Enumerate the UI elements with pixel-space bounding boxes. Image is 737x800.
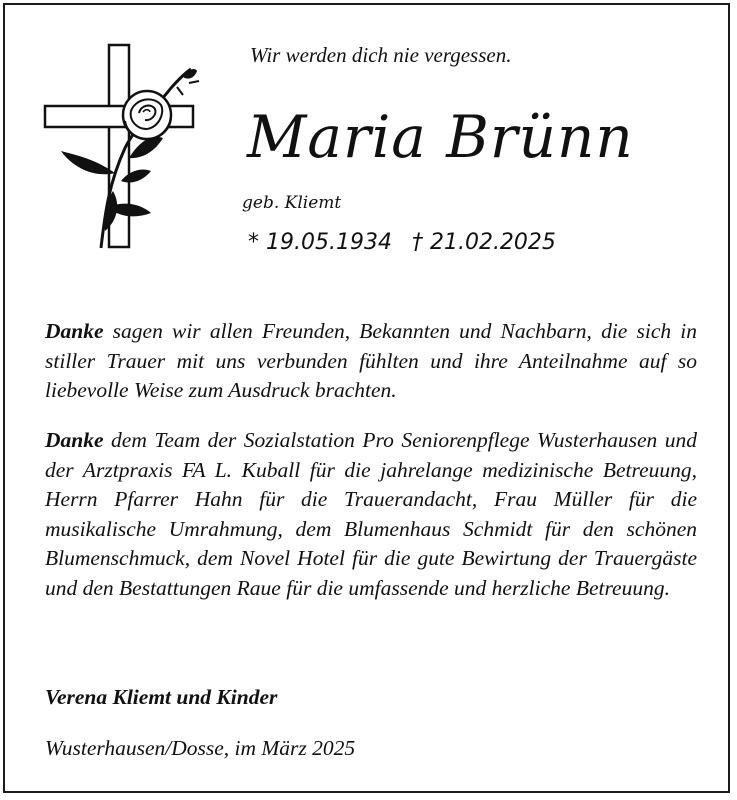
thanks-paragraph-2: [45, 426, 697, 603]
life-dates: [248, 230, 556, 255]
death-date: † 21.02.2025: [411, 230, 556, 255]
signature: Verena Kliemt und Kinder: [45, 685, 278, 709]
place-date: Wusterhausen/Dosse, im März 2025: [45, 736, 356, 760]
thanks-text: sagen wir allen Freunden, Bekannten und Nachbarn, die sich in stiller Trauer mit uns verbunden fühlten und ihre Anteilnahme auf so liebevolle Weise zum Ausdruck brachten.: [45, 319, 697, 402]
maiden-name: geb. Kliemt: [242, 193, 342, 213]
cross-with-rose-icon: [43, 43, 203, 253]
birth-date: * 19.05.1934: [248, 230, 392, 255]
thanks-lead: Danke: [45, 319, 104, 343]
obituary-card: [3, 3, 730, 793]
thanks-text: dem Team der Sozialstation Pro Seniorenpflege Wusterhausen und der Arztpraxis FA L. Kuball für die jahrelange medizinische Betreuung, Herrn Pfarrer Hahn für die Trauerandacht, Frau Müller für die musikalische Umrahmung, dem Blumenhaus Schmidt für den schönen Blumenschmuck, dem Novel Hotel für die gute Bewirtung der Trauergäste und den Bestattungen Raue für die umfassende und herzliche Betreuung.: [45, 428, 697, 600]
thanks-lead: Danke: [45, 428, 104, 452]
motto-text: Wir werden dich nie vergessen.: [250, 43, 512, 67]
thanks-paragraph-1: [45, 317, 697, 406]
deceased-name: Maria Brünn: [247, 103, 634, 171]
